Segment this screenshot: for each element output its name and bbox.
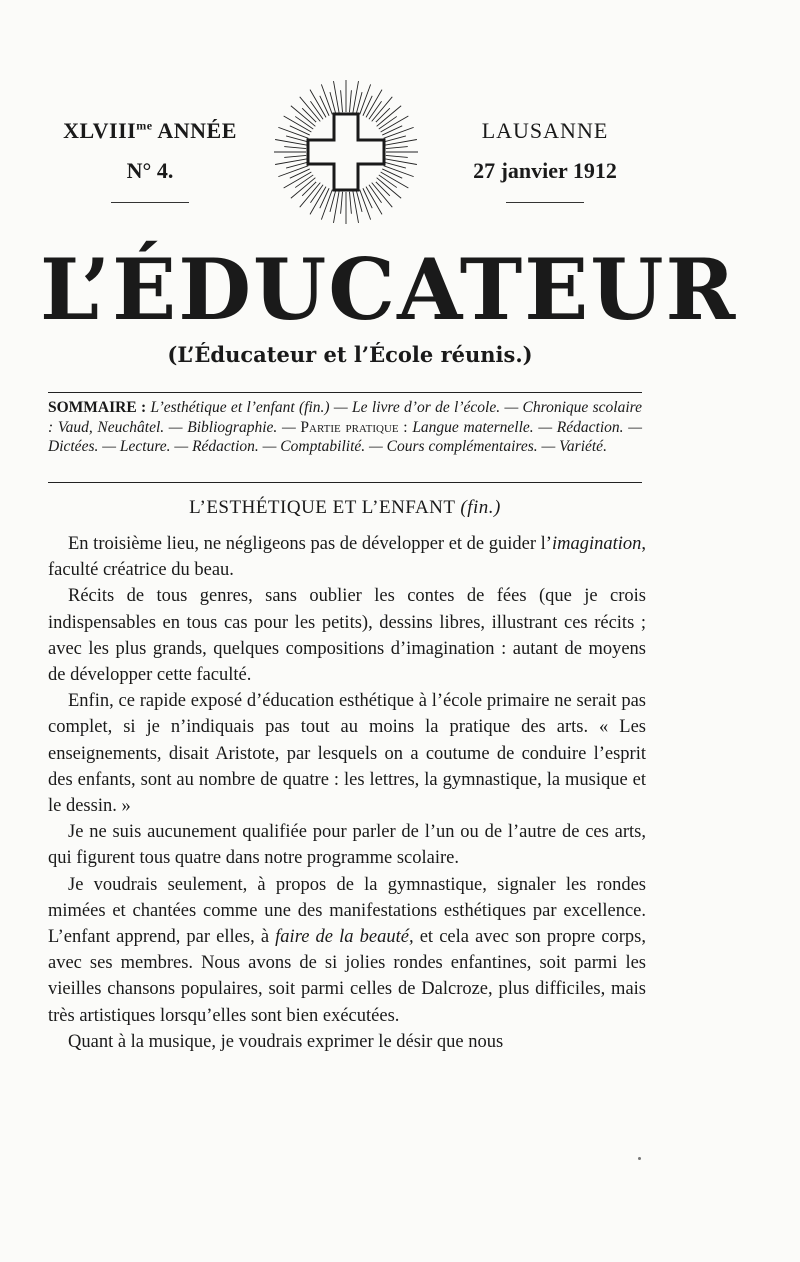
swiss-cross-sunburst-icon bbox=[272, 78, 420, 226]
divider bbox=[506, 202, 584, 203]
page-speck bbox=[638, 1157, 641, 1160]
toc-part-pratique: Partie pratique : bbox=[300, 418, 408, 436]
toc-part2: Langue maternelle. — Rédaction. — Dictées. — Lecture. — Rédaction. — Comptabilité. — Cours complémentaires. — Variété. bbox=[48, 418, 642, 455]
paragraph: Quant à la musique, je voudrais exprimer le désir que nous bbox=[68, 1031, 504, 1052]
issue-number: N° 4. bbox=[126, 158, 174, 183]
rule-top bbox=[48, 392, 642, 393]
paragraph: Je voudrais seulement, à propos de la gymnastique, signaler les rondes mimées et chantées comme une des manifestations esthétiques par excellence. L’enfant apprend, par elles, à faire de la beauté, et cela avec son propre corps, avec ses membres. Nous avons de si jolies rondes enfantines, soit parmi les vieilles chansons populaires, soit parmi celles de Dalcroze, plus difficiles, mais très artistiques lorsqu’elles sont bien exécutées. bbox=[48, 874, 647, 1026]
header-left bbox=[60, 118, 240, 203]
article-title: L’ESTHÉTIQUE ET L’ENFANT (fin.) bbox=[189, 497, 501, 518]
paragraph: En troisième lieu, ne négligeons pas de développer et de guider l’imagination, faculté créatrice du beau. bbox=[48, 534, 646, 581]
masthead-subtitle: (L’Éducateur et l’École réunis.) bbox=[167, 342, 533, 367]
issue-date: 27 janvier 1912 bbox=[473, 158, 617, 183]
toc-part1: L’esthétique et l’enfant (fin.) — Le livre d’or de l’école. — Chronique scolaire : Vaud, Neuchâtel. — Bibliographie. — bbox=[48, 399, 642, 436]
masthead-title: L’ÉDUCATEUR bbox=[40, 240, 738, 339]
paragraph: Récits de tous genres, sans oublier les contes de fées (que je crois indispensables en tous cas pour les petits), dessins libres, illustrant ces récits ; avec les plus grands, quelques compositions d’imagination : autant de moyens de développer cette faculté. bbox=[48, 586, 646, 686]
rule-bottom bbox=[48, 482, 642, 483]
toc-label: SOMMAIRE : bbox=[48, 399, 147, 416]
paragraph: Enfin, ce rapide exposé d’éducation esthétique à l’école primaire ne serait pas complet, si je n’indiquais pas tout au moins la pratique des arts. « Les enseignements, disait Aristote, par lesquels on a coutume de conduire l’esprit des enfants, sont au nombre de quatre : les lettres, la gymnastique, la musique et le dessin. » bbox=[48, 691, 646, 817]
article-body bbox=[48, 531, 646, 1055]
table-of-contents bbox=[48, 398, 642, 457]
paragraph: Je ne suis aucunement qualifiée pour parler de l’un ou de l’autre de ces arts, qui figurent tous quatre dans notre programme scolaire. bbox=[48, 822, 646, 869]
volume-year: $XLVIII^{me}$ ANNÉE bbox=[63, 118, 237, 143]
header-right bbox=[450, 118, 640, 203]
divider bbox=[111, 202, 189, 203]
city: LAUSANNE bbox=[481, 118, 609, 143]
